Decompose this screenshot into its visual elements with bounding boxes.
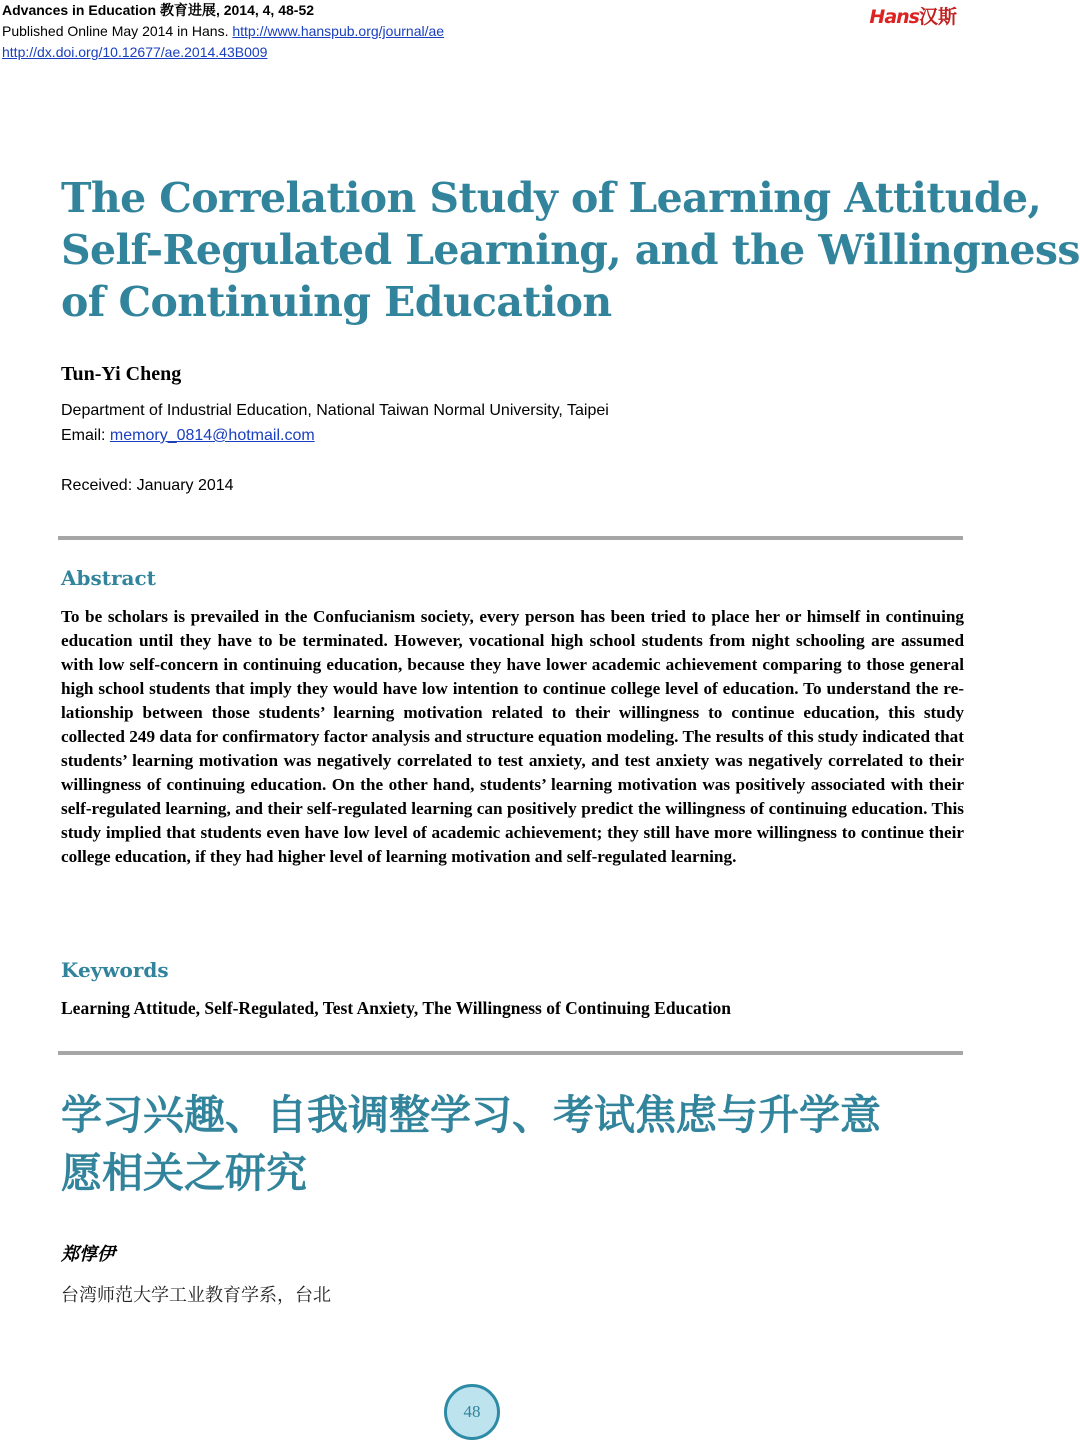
logo-en: Hans bbox=[869, 6, 919, 28]
journal-url-link[interactable]: http://www.hanspub.org/journal/ae bbox=[232, 23, 445, 39]
author-name: Tun-Yi Cheng bbox=[61, 363, 182, 385]
keywords-heading: Keywords bbox=[61, 958, 169, 982]
section-divider bbox=[58, 1051, 963, 1055]
email-label: Email: bbox=[61, 427, 110, 444]
zh-title-line: 愿相关之研究 bbox=[61, 1149, 307, 1197]
doi-line bbox=[2, 42, 267, 62]
affiliation: Department of Industrial Education, National Taiwan Normal University, Taipei bbox=[61, 402, 609, 419]
journal-header bbox=[2, 0, 314, 20]
email-line bbox=[61, 424, 315, 448]
section-divider bbox=[58, 536, 963, 540]
journal-name: Advances in Education bbox=[2, 2, 157, 18]
chinese-author: 郑惇伊 bbox=[61, 1244, 115, 1265]
journal-name-zh: 教育进展 bbox=[159, 2, 216, 18]
title-line: of Continuing Education bbox=[61, 278, 612, 326]
published-text: Published Online May 2014 in Hans. bbox=[2, 23, 233, 39]
title-line: The Correlation Study of Learning Attitude, bbox=[61, 174, 1042, 222]
title-line: Self-Regulated Learning, and the Willingness bbox=[61, 226, 1080, 274]
keywords-text: Learning Attitude, Self-Regulated, Test Anxiety, The Willingness of Continuing Education bbox=[61, 998, 731, 1018]
page-number: 48 bbox=[463, 1402, 481, 1421]
publisher-logo bbox=[869, 2, 957, 29]
chinese-affiliation: 台湾师范大学工业教育学系，台北 bbox=[61, 1285, 331, 1306]
logo-zh: 汉斯 bbox=[918, 7, 957, 28]
email-link[interactable]: memory_0814@hotmail.com bbox=[109, 427, 315, 444]
abstract-heading: Abstract bbox=[61, 566, 156, 590]
chinese-title bbox=[61, 1086, 961, 1202]
received-date: Received: January 2014 bbox=[61, 477, 234, 494]
paper-title bbox=[61, 172, 1080, 328]
doi-link[interactable]: http://dx.doi.org/10.12677/ae.2014.43B009 bbox=[2, 44, 268, 60]
page-number-badge bbox=[444, 1384, 500, 1440]
zh-title-line: 学习兴趣、自我调整学习、考试焦虑与升学意 bbox=[61, 1091, 881, 1139]
journal-issue: , 2014, 4, 48-52 bbox=[215, 2, 315, 18]
abstract-text: To be scholars is prevailed in the Confucianism society, every person has been tried to place her or himself in continuing education until they have to be terminated. However, vocational high school students from night schooling are assumed with low self-concern in continuing education, because they have lower academic achievement comparing to those general high school students that imply they would have low intention to continue college level of education. To understand the relationship between those students’ learning motivation related to their willingness to continue education, this study collected 249 data for confirmatory factor analysis and structure equation modeling. The results of this study indicated that students’ learning motivation was negatively correlated to test anxiety, and test anxiety was negatively correlated to their willingness of continuing education. On the other hand, students’ learning motivation was positively associated with their self-regulated learning, and their self-regulated learning can positively predict the willingness of continuing education. This study implied that students even have low level of academic achievement; they still have more willingness to continue their college education, if they had higher level of learning motivation and self-regulated learning. bbox=[61, 607, 964, 866]
published-line bbox=[2, 21, 444, 41]
